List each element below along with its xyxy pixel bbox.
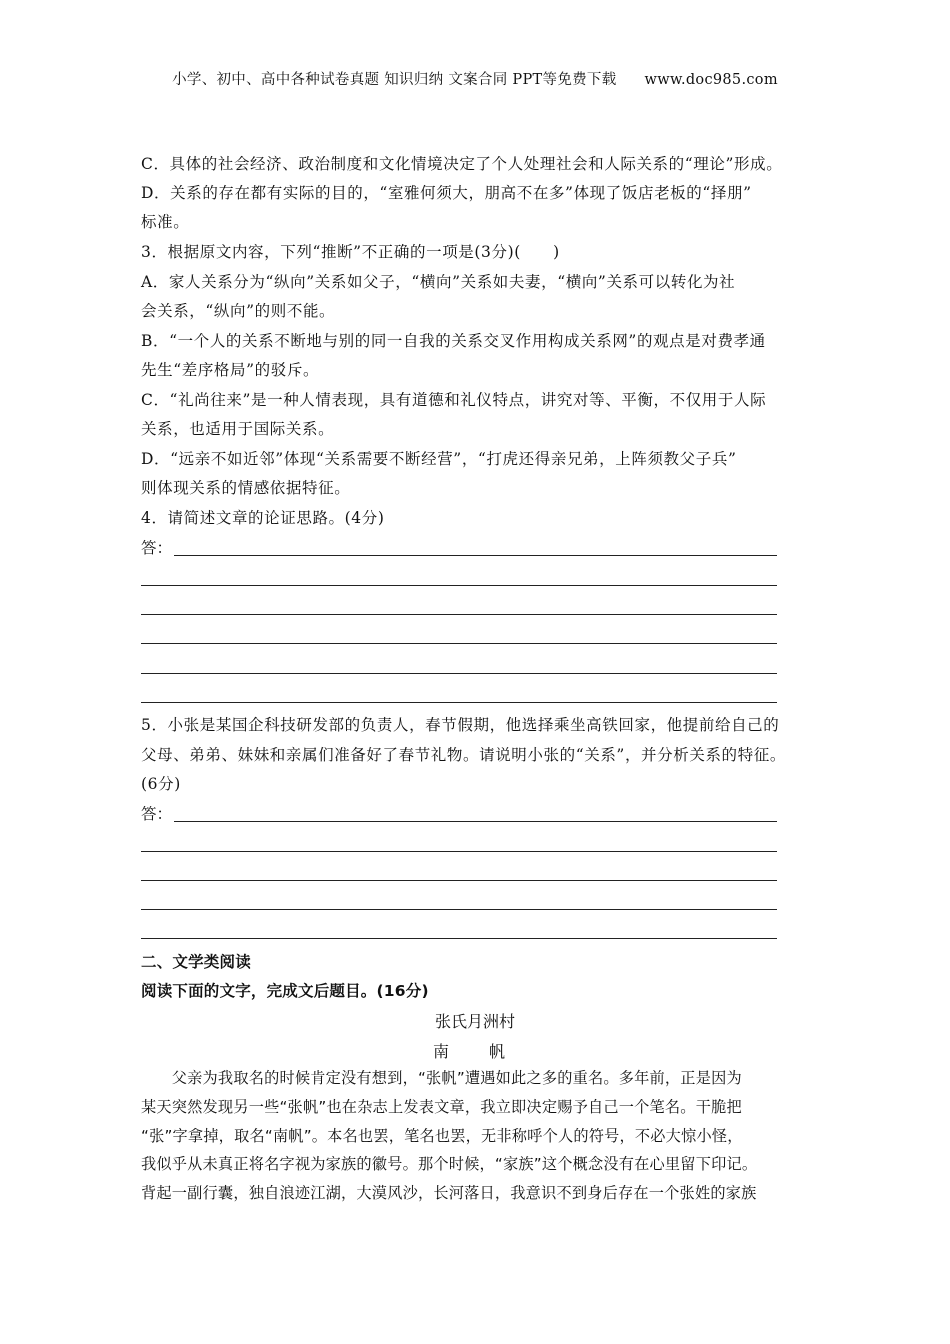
header-text: 小学、初中、高中各种试卷真题 知识归纳 文案合同 PPT等免费下载 — [172, 72, 617, 88]
story-paragraph-line: 某天突然发现另一些“张帆”也在杂志上发表文章，我立即决定赐予自己一个笔名。干脆把 — [141, 1098, 742, 1116]
answer-line[interactable] — [141, 614, 777, 615]
option-a-q3-cont: 会关系，“纵向”的则不能。 — [141, 302, 336, 320]
option-d-q2-cont: 标准。 — [141, 213, 190, 231]
story-paragraph-line: 我似乎从未真正将名字视为家族的徽号。那个时候，“家族”这个概念没有在心里留下印记。 — [141, 1155, 758, 1173]
question-5: 5．小张是某国企科技研发部的负责人，春节假期，他选择乘坐高铁回家，他提前给自己的 — [141, 716, 780, 734]
story-paragraph-line: 背起一副行囊，独自浪迹江湖，大漠风沙，长河落日，我意识不到身后存在一个张姓的家族 — [141, 1184, 757, 1202]
section-heading: 二、文学类阅读 — [141, 953, 251, 971]
option-c-q3-cont: 关系，也适用于国际关系。 — [141, 420, 335, 438]
answer-line[interactable] — [174, 555, 777, 556]
answer-line[interactable] — [141, 702, 777, 703]
story-paragraph-line: 父亲为我取名的时候肯定没有想到，“张帆”遭遇如此之多的重名。多年前，正是因为 — [141, 1069, 742, 1087]
answer-line[interactable] — [141, 673, 777, 674]
option-d-q2: D．关系的存在都有实际的目的，“室雅何须大，朋高不在多”体现了饭店老板的“择朋” — [141, 184, 752, 202]
story-title: 张氏月洲村 — [434, 1012, 515, 1031]
header-url[interactable]: www.doc985.com — [644, 72, 778, 88]
answer-label-q5: 答： — [141, 805, 173, 823]
answer-line[interactable] — [141, 909, 777, 910]
question-5-cont: 父母、弟弟、妹妹和亲属们准备好了春节礼物。请说明小张的“关系”，并分析关系的特征。 — [141, 746, 786, 764]
answer-line[interactable] — [141, 880, 777, 881]
question-4: 4．请简述文章的论证思路。(4分) — [141, 509, 385, 527]
answer-line[interactable] — [141, 851, 777, 852]
option-d-q3: D．“远亲不如近邻”体现“关系需要不断经营”，“打虎还得亲兄弟，上阵须教父子兵” — [141, 450, 737, 468]
option-c-q2: C．具体的社会经济、政治制度和文化情境决定了个人处理社会和人际关系的“理论”形成。 — [141, 155, 783, 173]
story-paragraph-line: “张”字拿掉，取名“南帆”。本名也罢，笔名也罢，无非称呼个人的符号，不必大惊小怪， — [141, 1127, 743, 1145]
option-b-q3-cont: 先生“差序格局”的驳斥。 — [141, 361, 320, 379]
option-c-q3: C．“礼尚往来”是一种人情表现，具有道德和礼仪特点，讲究对等、平衡，不仅用于人际 — [141, 391, 767, 409]
option-a-q3: A．家人关系分为“纵向”关系如父子，“横向”关系如夫妻，“横向”关系可以转化为社 — [141, 273, 736, 291]
option-b-q3: B．“一个人的关系不断地与别的同一自我的关系交叉作用构成关系网”的观点是对费孝通 — [141, 332, 766, 350]
answer-line[interactable] — [174, 821, 777, 822]
answer-label-q4: 答： — [141, 539, 173, 557]
question-5-score: (6分) — [141, 775, 181, 793]
section-instruction: 阅读下面的文字，完成文后题目。(16分) — [141, 982, 429, 1000]
answer-line[interactable] — [141, 938, 777, 939]
option-d-q3-cont: 则体现关系的情感依据特征。 — [141, 479, 351, 497]
story-author: 南 帆 — [432, 1042, 517, 1061]
answer-line[interactable] — [141, 643, 777, 644]
page-header — [0, 68, 950, 89]
answer-line[interactable] — [141, 585, 777, 586]
question-3: 3．根据原文内容，下列“推断”不正确的一项是(3分)( ) — [141, 243, 560, 261]
